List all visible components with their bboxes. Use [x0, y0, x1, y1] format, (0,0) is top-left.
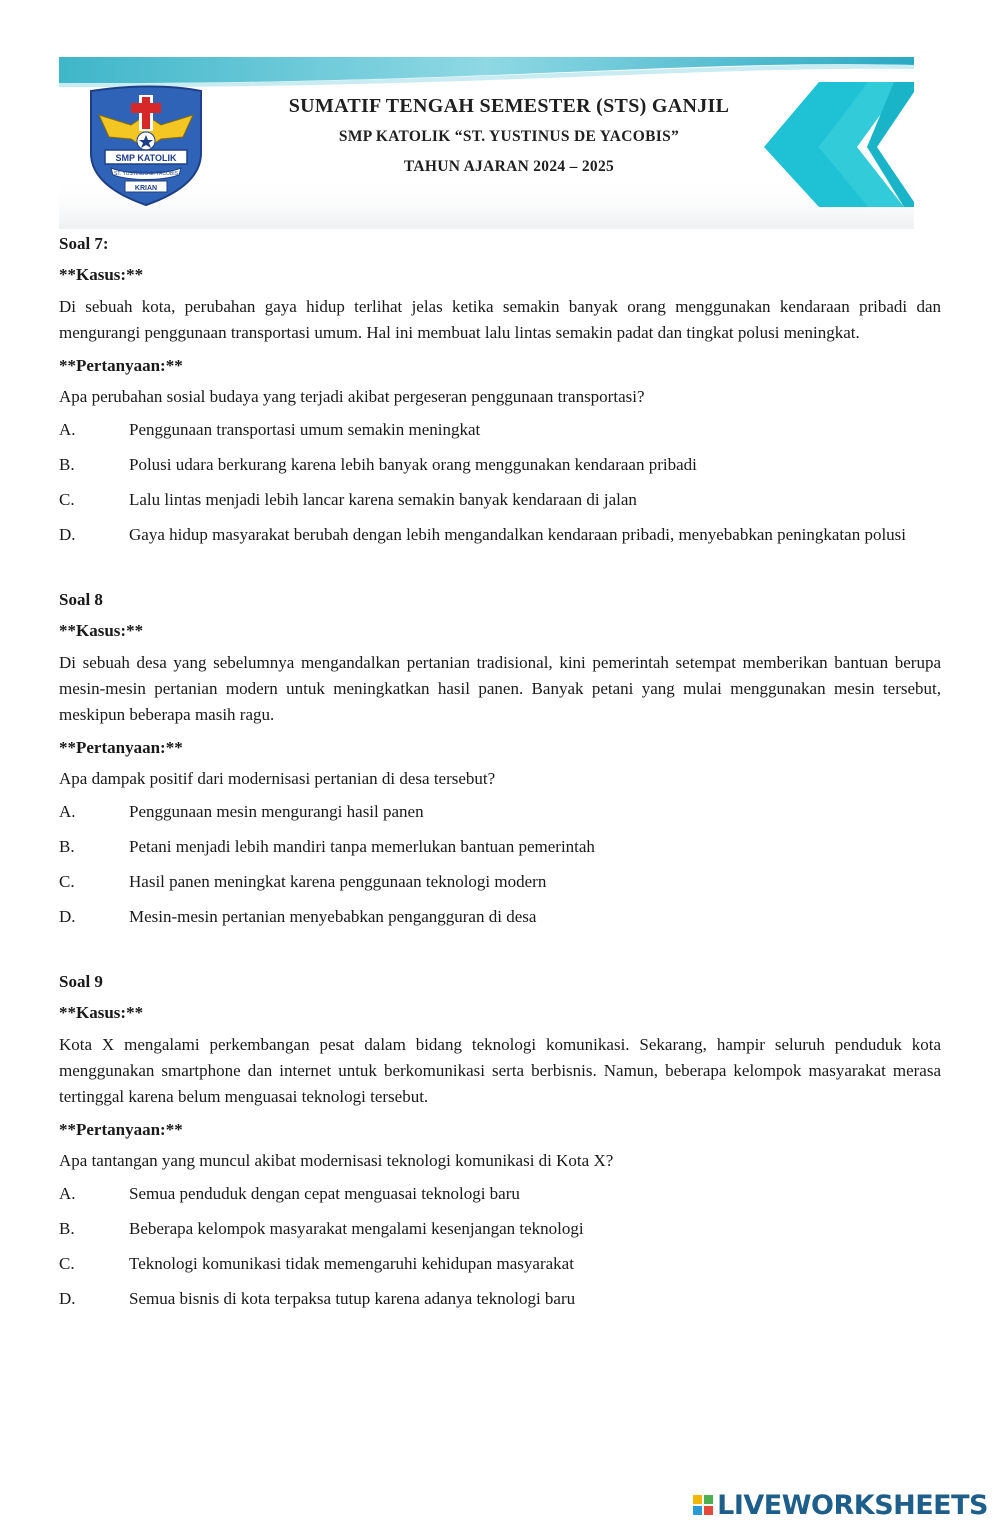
case-label: **Kasus:** — [59, 1003, 144, 1022]
option-text: Semua penduduk dengan cepat menguasai teknologi baru — [129, 1184, 520, 1203]
option-text: Semua bisnis di kota terpaksa tutup karena adanya teknologi baru — [129, 1289, 576, 1308]
question-text: Apa dampak positif dari modernisasi pertanian di desa tersebut? — [59, 769, 496, 788]
option-letter: D. — [59, 1289, 76, 1308]
logo-bottom-text: KRIAN — [134, 185, 158, 192]
option-text: Beberapa kelompok masyarakat mengalami kesenjangan teknologi — [129, 1219, 584, 1238]
option-letter: A. — [59, 802, 76, 821]
answer-option-c[interactable] — [59, 483, 941, 518]
worksheet-content — [59, 228, 941, 1317]
answer-option-b[interactable] — [59, 1212, 941, 1247]
watermark-text: LIVEWORKSHEETS — [717, 1489, 988, 1521]
option-letter: C. — [59, 1254, 75, 1273]
exam-title: SUMATIF TENGAH SEMESTER (STS) GANJIL — [288, 95, 730, 117]
option-text: Gaya hidup masyarakat berubah dengan lebih mengandalkan kendaraan pribadi, menyebabkan peningkatan polusi — [129, 525, 907, 544]
question-block — [59, 584, 941, 935]
answer-option-b[interactable] — [59, 830, 941, 865]
answer-option-d[interactable] — [59, 1282, 941, 1317]
option-letter: D. — [59, 525, 76, 544]
case-label: **Kasus:** — [59, 621, 144, 640]
option-letter: A. — [59, 1184, 76, 1203]
option-text: Teknologi komunikasi tidak memengaruhi kehidupan masyarakat — [129, 1254, 574, 1273]
option-text: Penggunaan mesin mengurangi hasil panen — [129, 802, 424, 821]
case-text: Di sebuah desa yang sebelumnya mengandalkan pertanian tradisional, kini pemerintah setempat memberikan bantuan berupa mesin-mesin pertanian modern untuk meningkatkan hasil panen. Banyak petani yang mulai menggunakan mesin tersebut, meskipun beberapa masih ragu. — [59, 653, 941, 724]
answer-option-d[interactable] — [59, 900, 941, 935]
case-label: **Kasus:** — [59, 265, 144, 284]
question-text: Apa perubahan sosial budaya yang terjadi akibat pergeseran penggunaan transportasi? — [59, 387, 645, 406]
question-text: Apa tantangan yang muncul akibat modernisasi teknologi komunikasi di Kota X? — [59, 1151, 614, 1170]
option-text: Penggunaan transportasi umum semakin meningkat — [129, 420, 481, 439]
question-title: Soal 7: — [59, 234, 109, 253]
answer-option-b[interactable] — [59, 448, 941, 483]
section-gap — [59, 553, 941, 584]
option-text: Mesin-mesin pertanian menyebabkan pengangguran di desa — [129, 907, 537, 926]
answer-option-c[interactable] — [59, 865, 941, 900]
case-text: Kota X mengalami perkembangan pesat dalam bidang teknologi komunikasi. Sekarang, hampir seluruh penduduk kota menggunakan smartphone dan internet untuk berkomunikasi serta berbisnis. Namun, beberapa kelompok masyarakat merasa tertinggal karena belum menguasai teknologi tersebut. — [59, 1035, 941, 1106]
option-letter: B. — [59, 837, 75, 856]
question-title: Soal 9 — [59, 972, 103, 991]
logo-ring-text: ST. YUSTINUS de YACOBIS — [114, 171, 178, 177]
liveworksheets-watermark[interactable] — [692, 1489, 988, 1521]
option-letter: B. — [59, 1219, 75, 1238]
logo-top-text: SMP KATOLIK — [115, 153, 177, 163]
banner-title — [209, 91, 809, 181]
option-text: Lalu lintas menjadi lebih lancar karena semakin banyak kendaraan di jalan — [129, 490, 637, 509]
case-text: Di sebuah kota, perubahan gaya hidup terlihat jelas ketika semakin banyak orang menggunakan kendaraan pribadi dan mengurangi penggunaan transportasi umum. Hal ini membuat lalu lintas semakin padat dan tingkat polusi meningkat. — [59, 297, 941, 342]
option-letter: D. — [59, 907, 76, 926]
option-text: Polusi udara berkurang karena lebih banyak orang menggunakan kendaraan pribadi — [129, 455, 697, 474]
option-letter: B. — [59, 455, 75, 474]
question-label: **Pertanyaan:** — [59, 356, 183, 375]
question-title: Soal 8 — [59, 590, 103, 609]
header-banner — [59, 57, 914, 229]
answer-option-d[interactable] — [59, 518, 941, 553]
question-block — [59, 966, 941, 1317]
question-block — [59, 228, 941, 553]
liveworksheets-logo-icon — [692, 1494, 714, 1516]
answer-option-a[interactable] — [59, 1177, 941, 1212]
school-name: SMP KATOLIK “ST. YUSTINUS DE YACOBIS” — [338, 128, 680, 145]
question-label: **Pertanyaan:** — [59, 738, 183, 757]
answer-option-a[interactable] — [59, 795, 941, 830]
answer-option-c[interactable] — [59, 1247, 941, 1282]
option-letter: C. — [59, 490, 75, 509]
option-text: Hasil panen meningkat karena penggunaan teknologi modern — [129, 872, 547, 891]
section-gap — [59, 935, 941, 966]
question-label: **Pertanyaan:** — [59, 1120, 183, 1139]
academic-year: TAHUN AJARAN 2024 – 2025 — [403, 158, 615, 175]
option-text: Petani menjadi lebih mandiri tanpa memerlukan bantuan pemerintah — [129, 837, 595, 856]
option-letter: C. — [59, 872, 75, 891]
option-letter: A. — [59, 420, 76, 439]
answer-option-a[interactable] — [59, 413, 941, 448]
